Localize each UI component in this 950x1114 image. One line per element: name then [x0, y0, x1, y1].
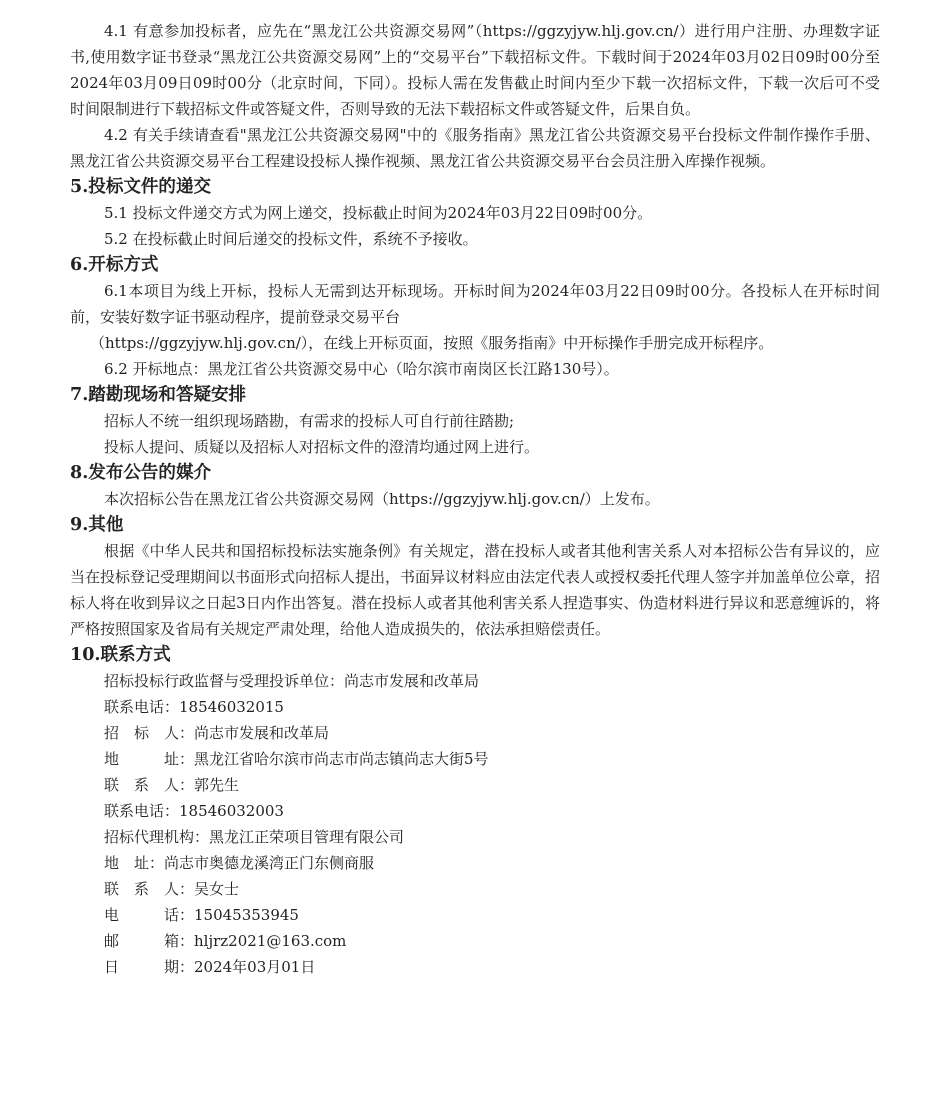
contact-agency-person: 联 系 人：吴女士	[104, 880, 240, 898]
section-7-line-1: 招标人不统一组织现场踏勘，有需求的投标人可自行前往踏勘;	[104, 412, 515, 430]
section-7-heading: 7.踏勘现场和答疑安排	[70, 385, 247, 405]
section-7-line-2: 投标人提问、质疑以及招标人对招标文件的澄清均通过网上进行。	[104, 438, 540, 456]
contact-tenderer: 招 标 人：尚志市发展和改革局	[104, 724, 330, 742]
section-9-paragraph: 根据《中华人民共和国招标投标法实施条例》有关规定，潜在投标人或者其他利害关系人对本招标公告有异议的，应当在投标登记受理期间以书面形式向招标人提出，书面异议材料应由法定代表人或授权委托代理人签字并加盖单位公章，招标人将在收到异议之日起3日内作出答复。潜在投标人或者其他利害关系人捏造事实、伪造材料进行异议和恶意缠诉的，将严格按照国家及省局有关规定严肃处理，给他人造成损失的，依法承担赔偿责任。	[70, 542, 881, 638]
section-10-heading: 10.联系方式	[70, 645, 171, 665]
section-5-1-paragraph: 5.1 投标文件递交方式为网上递交，投标截止时间为2024年03月22日09时00分。	[104, 204, 653, 222]
section-6-2-paragraph: 6.2 开标地点：黑龙江省公共资源交易中心（哈尔滨市南岗区长江路130号）。	[104, 360, 619, 378]
section-6-1-url-line: （https://ggzyjyw.hlj.gov.cn/），在线上开标页面，按照《服务指南》中开标操作手册完成开标程序。	[90, 334, 774, 352]
contact-agency-address: 地 址：尚志市奥德龙溪湾正门东侧商服	[104, 854, 375, 872]
contact-tenderer-address: 地 址：黑龙江省哈尔滨市尚志市尚志镇尚志大街5号	[104, 750, 489, 768]
section-6-1-paragraph: 6.1本项目为线上开标，投标人无需到达开标现场。开标时间为2024年03月22日09时00分。各投标人在开标时间前，安装好数字证书驱动程序，提前登录交易平台	[70, 282, 880, 326]
contact-agency: 招标代理机构：黑龙江正荣项目管理有限公司	[104, 828, 405, 846]
section-4-1-paragraph: 4.1 有意参加投标者，应先在“黑龙江公共资源交易网”（https://ggzyjyw.hlj.gov.cn/）进行用户注册、办理数字证书,使用数字证书登录“黑龙江公共资源交易网”上的“交易平台”下载招标文件。下载时间于2024年03月02日09时00分至2024年03月09日09时00分（北京时间，下同）。投标人需在发售截止时间内至少下载一次招标文件，下载一次后可不受时间限制进行下载招标文件或答疑文件，否则导致的无法下载招标文件或答疑文件，后果自负。	[70, 22, 880, 118]
contact-date: 日 期：2024年03月01日	[104, 958, 316, 976]
section-9-heading: 9.其他	[70, 515, 124, 535]
contact-supervisor: 招标投标行政监督与受理投诉单位：尚志市发展和改革局	[104, 672, 480, 690]
section-4-2-paragraph: 4.2 有关手续请查看"黑龙江公共资源交易网"中的《服务指南》黑龙江省公共资源交易平台投标文件制作操作手册、黑龙江省公共资源交易平台工程建设投标人操作视频、黑龙江省公共资源交易平台会员注册入库操作视频。	[70, 126, 880, 170]
section-5-2-paragraph: 5.2 在投标截止时间后递交的投标文件，系统不予接收。	[104, 230, 478, 248]
section-5-heading: 5.投标文件的递交	[70, 177, 212, 197]
contact-agency-phone: 电 话：15045353945	[104, 906, 299, 924]
contact-tenderer-person: 联 系 人：郭先生	[104, 776, 240, 794]
section-6-heading: 6.开标方式	[70, 255, 159, 275]
section-8-paragraph: 本次招标公告在黑龙江省公共资源交易网（https://ggzyjyw.hlj.gov.cn/）上发布。	[104, 490, 660, 508]
contact-tenderer-phone: 联系电话：18546032003	[104, 802, 284, 820]
contact-agency-email: 邮 箱：hljrz2021@163.com	[104, 932, 347, 950]
contact-supervisor-phone: 联系电话：18546032015	[104, 698, 284, 716]
section-8-heading: 8.发布公告的媒介	[70, 463, 212, 483]
